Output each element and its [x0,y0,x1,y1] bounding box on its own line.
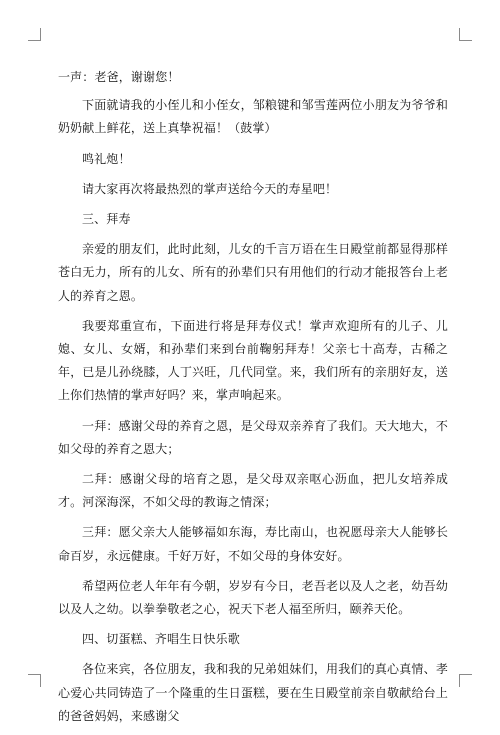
paragraph: 一声：老爸，谢谢您！ [58,70,180,84]
paragraph: 鸣礼炮！ [82,151,131,166]
section-heading: 四、切蛋糕、齐唱生日快乐歌 [82,632,240,647]
crop-mark-top-left [28,28,41,41]
crop-mark-bottom-right [459,674,472,687]
paragraph: 我要郑重宣布，下面进行将是拜寿仪式！掌声欢迎所有的儿子、儿媳、女儿、女婿，和孙辈们来到台前鞠躬拜寿！父亲七十高寿，古稀之年，已是儿孙绕膝，人丁兴旺，几代同堂。来，我们所有的亲朋好友，送上你们热情的掌声好吗？来，掌声响起来。 [58,318,448,403]
crop-mark-top-right [459,28,472,41]
crop-mark-bottom-left [28,674,41,687]
paragraph: 各位来宾，各位朋友，我和我的兄弟姐妹们，用我们的真心真情、孝心爱心共同铸造了一个隆重的生日蛋糕，要在生日殿堂前亲自敬献给台上的爸爸妈妈，来感谢父 [58,662,448,723]
paragraph: 下面就请我的小侄儿和小侄女，邹粮键和邹雪莲两位小朋友为爷爷和奶奶献上鲜花，送上真挚祝福！（鼓掌） [58,98,448,136]
paragraph: 亲爱的朋友们，此时此刻，儿女的千言万语在生日殿堂前都显得那样苍白无力，所有的儿女、所有的孙辈们只有用他们的行动才能报答台上老人的养育之恩。 [58,242,448,303]
section-heading: 三、拜寿 [82,212,131,227]
paragraph: 三拜：愿父亲大人能够福如东海，寿比南山，也祝愿母亲大人能够长命百岁，永远健康。千好万好，不如父母的身体安好。 [58,525,448,563]
paragraph: 一拜：感谢父母的养育之恩，是父母双亲养育了我们。天大地大，不如父母的养育之恩大； [58,418,448,456]
document-body [58,66,448,735]
paragraph: 二拜：感谢父母的培育之恩，是父母双亲呕心沥血，把儿女培养成才。河深海深，不如父母的教诲之情深； [58,472,448,510]
paragraph: 请大家再次将最热烈的掌声送给今天的寿星吧！ [82,181,338,196]
paragraph: 希望两位老人年年有今朝，岁岁有今日，老吾老以及人之老，幼吾幼以及人之幼。以拳拳敬老之心，祝天下老人福至所归，颐养天伦。 [58,578,448,617]
